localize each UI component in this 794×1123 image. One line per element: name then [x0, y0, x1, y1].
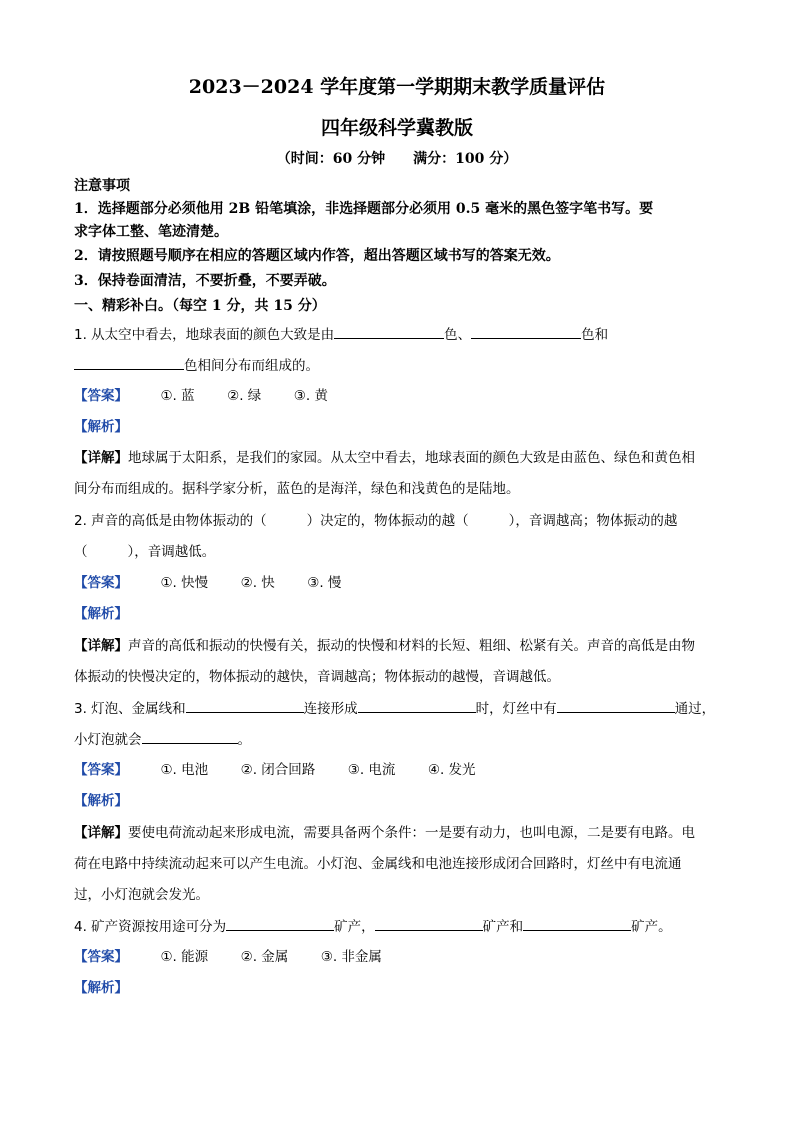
- stem-text: 3. 灯泡、金属线和: [74, 701, 186, 717]
- question-4-answer: [74, 947, 734, 967]
- stem-text: 时，灯丝中有: [475, 701, 557, 717]
- question-1-stem-cont: [74, 355, 734, 376]
- answer-blank: [226, 916, 334, 931]
- stem-text: （: [74, 544, 88, 560]
- answer-blank: [557, 698, 675, 713]
- stem-text: 小灯泡就会: [74, 732, 142, 748]
- stem-text: 矿产。: [631, 919, 672, 935]
- answer-blank: [358, 698, 476, 713]
- answer-label: 【答案】: [74, 388, 128, 404]
- notes-item: 1．选择题部分必须他用 2B 铅笔填涂，非选择题部分必须用 0.5 毫米的黑色签字笔书写。要: [74, 201, 654, 217]
- notes-item: 3．保持卷面清洁，不要折叠，不要弄破。: [74, 273, 336, 289]
- stem-text: 色和: [581, 327, 609, 343]
- question-1-analysis: [74, 417, 734, 437]
- answer-option: ③. 电流: [347, 762, 396, 778]
- answer-option: ②. 金属: [240, 949, 289, 965]
- answer-option: ③. 非金属: [320, 949, 382, 965]
- notes-item: 2．请按照题号顺序在相应的答题区域内作答，超出答题区域书写的答案无效。: [74, 248, 560, 264]
- section-heading: 一、精彩补白。（每空 1 分，共 15 分）: [74, 298, 326, 314]
- analysis-label: 【解析】: [74, 419, 128, 435]
- stem-text: 1. 从太空中看去，地球表面的颜色大致是由: [74, 327, 335, 343]
- stem-text: 色、: [444, 327, 472, 343]
- answer-option: ①. 快慢: [160, 575, 209, 591]
- question-2-detail: [74, 636, 734, 656]
- analysis-label: 【解析】: [74, 980, 128, 996]
- answer-blank: [523, 916, 631, 931]
- stem-text: 连接形成: [303, 701, 358, 717]
- question-3-stem-cont: [74, 729, 734, 750]
- answer-label: 【答案】: [74, 762, 128, 778]
- question-3-detail-cont: 过，小灯泡就会发光。: [74, 887, 209, 903]
- detail-label: 【详解】: [74, 825, 128, 841]
- answer-option: ③. 黄: [293, 388, 328, 404]
- question-2-detail-cont: 体振动的快慢决定的，物体振动的越快，音调越高；物体振动的越慢，音调越低。: [74, 669, 560, 685]
- stem-text: ），音调越低。: [127, 544, 216, 560]
- question-3-answer: [74, 760, 734, 780]
- stem-text: 矿产，: [334, 919, 375, 935]
- stem-text: ），音调越高；物体振动的越: [508, 513, 678, 529]
- answer-blank: [142, 729, 238, 744]
- detail-label: 【详解】: [74, 638, 128, 654]
- question-1-detail: [74, 448, 734, 468]
- question-2-answer: [74, 573, 734, 593]
- question-2-analysis: [74, 604, 734, 624]
- question-3-analysis: [74, 791, 734, 811]
- question-3-stem: [74, 698, 734, 719]
- question-1-stem: [74, 324, 734, 345]
- stem-text: 2. 声音的高低是由物体振动的（: [74, 513, 267, 529]
- stem-text: 通过，: [674, 701, 716, 717]
- question-4-stem: [74, 916, 734, 937]
- answer-option: ②. 闭合回路: [240, 762, 316, 778]
- answer-option: ③. 慢: [307, 575, 342, 591]
- answer-option: ①. 能源: [160, 949, 209, 965]
- analysis-label: 【解析】: [74, 793, 128, 809]
- question-2-stem-cont: [74, 542, 734, 562]
- stem-text: 矿产和: [482, 919, 524, 935]
- answer-option: ④. 发光: [427, 762, 476, 778]
- detail-label: 【详解】: [74, 450, 128, 466]
- question-3-detail-cont: 荷在电路中持续流动起来可以产生电流。小灯泡、金属线和电池连接形成闭合回路时，灯丝中有电流通: [74, 856, 682, 872]
- question-1-answer: [74, 386, 734, 406]
- answer-label: 【答案】: [74, 575, 128, 591]
- answer-blank: [471, 324, 581, 339]
- answer-option: ①. 蓝: [160, 388, 195, 404]
- stem-text: ）决定的，物体振动的越（: [306, 513, 469, 529]
- exam-time-info: （时间：60 分钟 满分：100 分）: [276, 151, 518, 167]
- stem-text: 色相间分布而组成的。: [184, 358, 319, 374]
- analysis-label: 【解析】: [74, 606, 128, 622]
- answer-blank: [74, 355, 184, 370]
- detail-text: 要使电荷流动起来形成电流，需要具备两个条件：一是要有动力，也叫电源，二是要有电路。电: [128, 825, 695, 841]
- question-3-detail: [74, 823, 734, 843]
- notes-item: 求字体工整、笔迹清楚。: [74, 224, 228, 240]
- stem-text: 。: [237, 732, 251, 748]
- answer-label: 【答案】: [74, 949, 128, 965]
- question-1-detail-cont: 间分布而组成的。据科学家分析，蓝色的是海洋，绿色和浅黄色的是陆地。: [74, 481, 520, 497]
- question-4-analysis: [74, 978, 734, 998]
- answer-blank: [186, 698, 304, 713]
- notes-heading: 注意事项: [74, 178, 130, 194]
- answer-option: ②. 绿: [227, 388, 262, 404]
- question-2-stem: [74, 511, 734, 531]
- exam-title: 2023－2024 学年度第一学期期末教学质量评估: [188, 76, 606, 98]
- answer-blank: [375, 916, 483, 931]
- detail-text: 地球属于太阳系，是我们的家园。从太空中看去，地球表面的颜色大致是由蓝色、绿色和黄色相: [128, 450, 695, 466]
- answer-option: ①. 电池: [160, 762, 209, 778]
- detail-text: 声音的高低和振动的快慢有关，振动的快慢和材料的长短、粗细、松紧有关。声音的高低是由物: [128, 638, 695, 654]
- exam-subtitle: 四年级科学冀教版: [320, 117, 473, 139]
- stem-text: 4. 矿产资源按用途可分为: [74, 919, 227, 935]
- answer-option: ②. 快: [240, 575, 275, 591]
- answer-blank: [334, 324, 444, 339]
